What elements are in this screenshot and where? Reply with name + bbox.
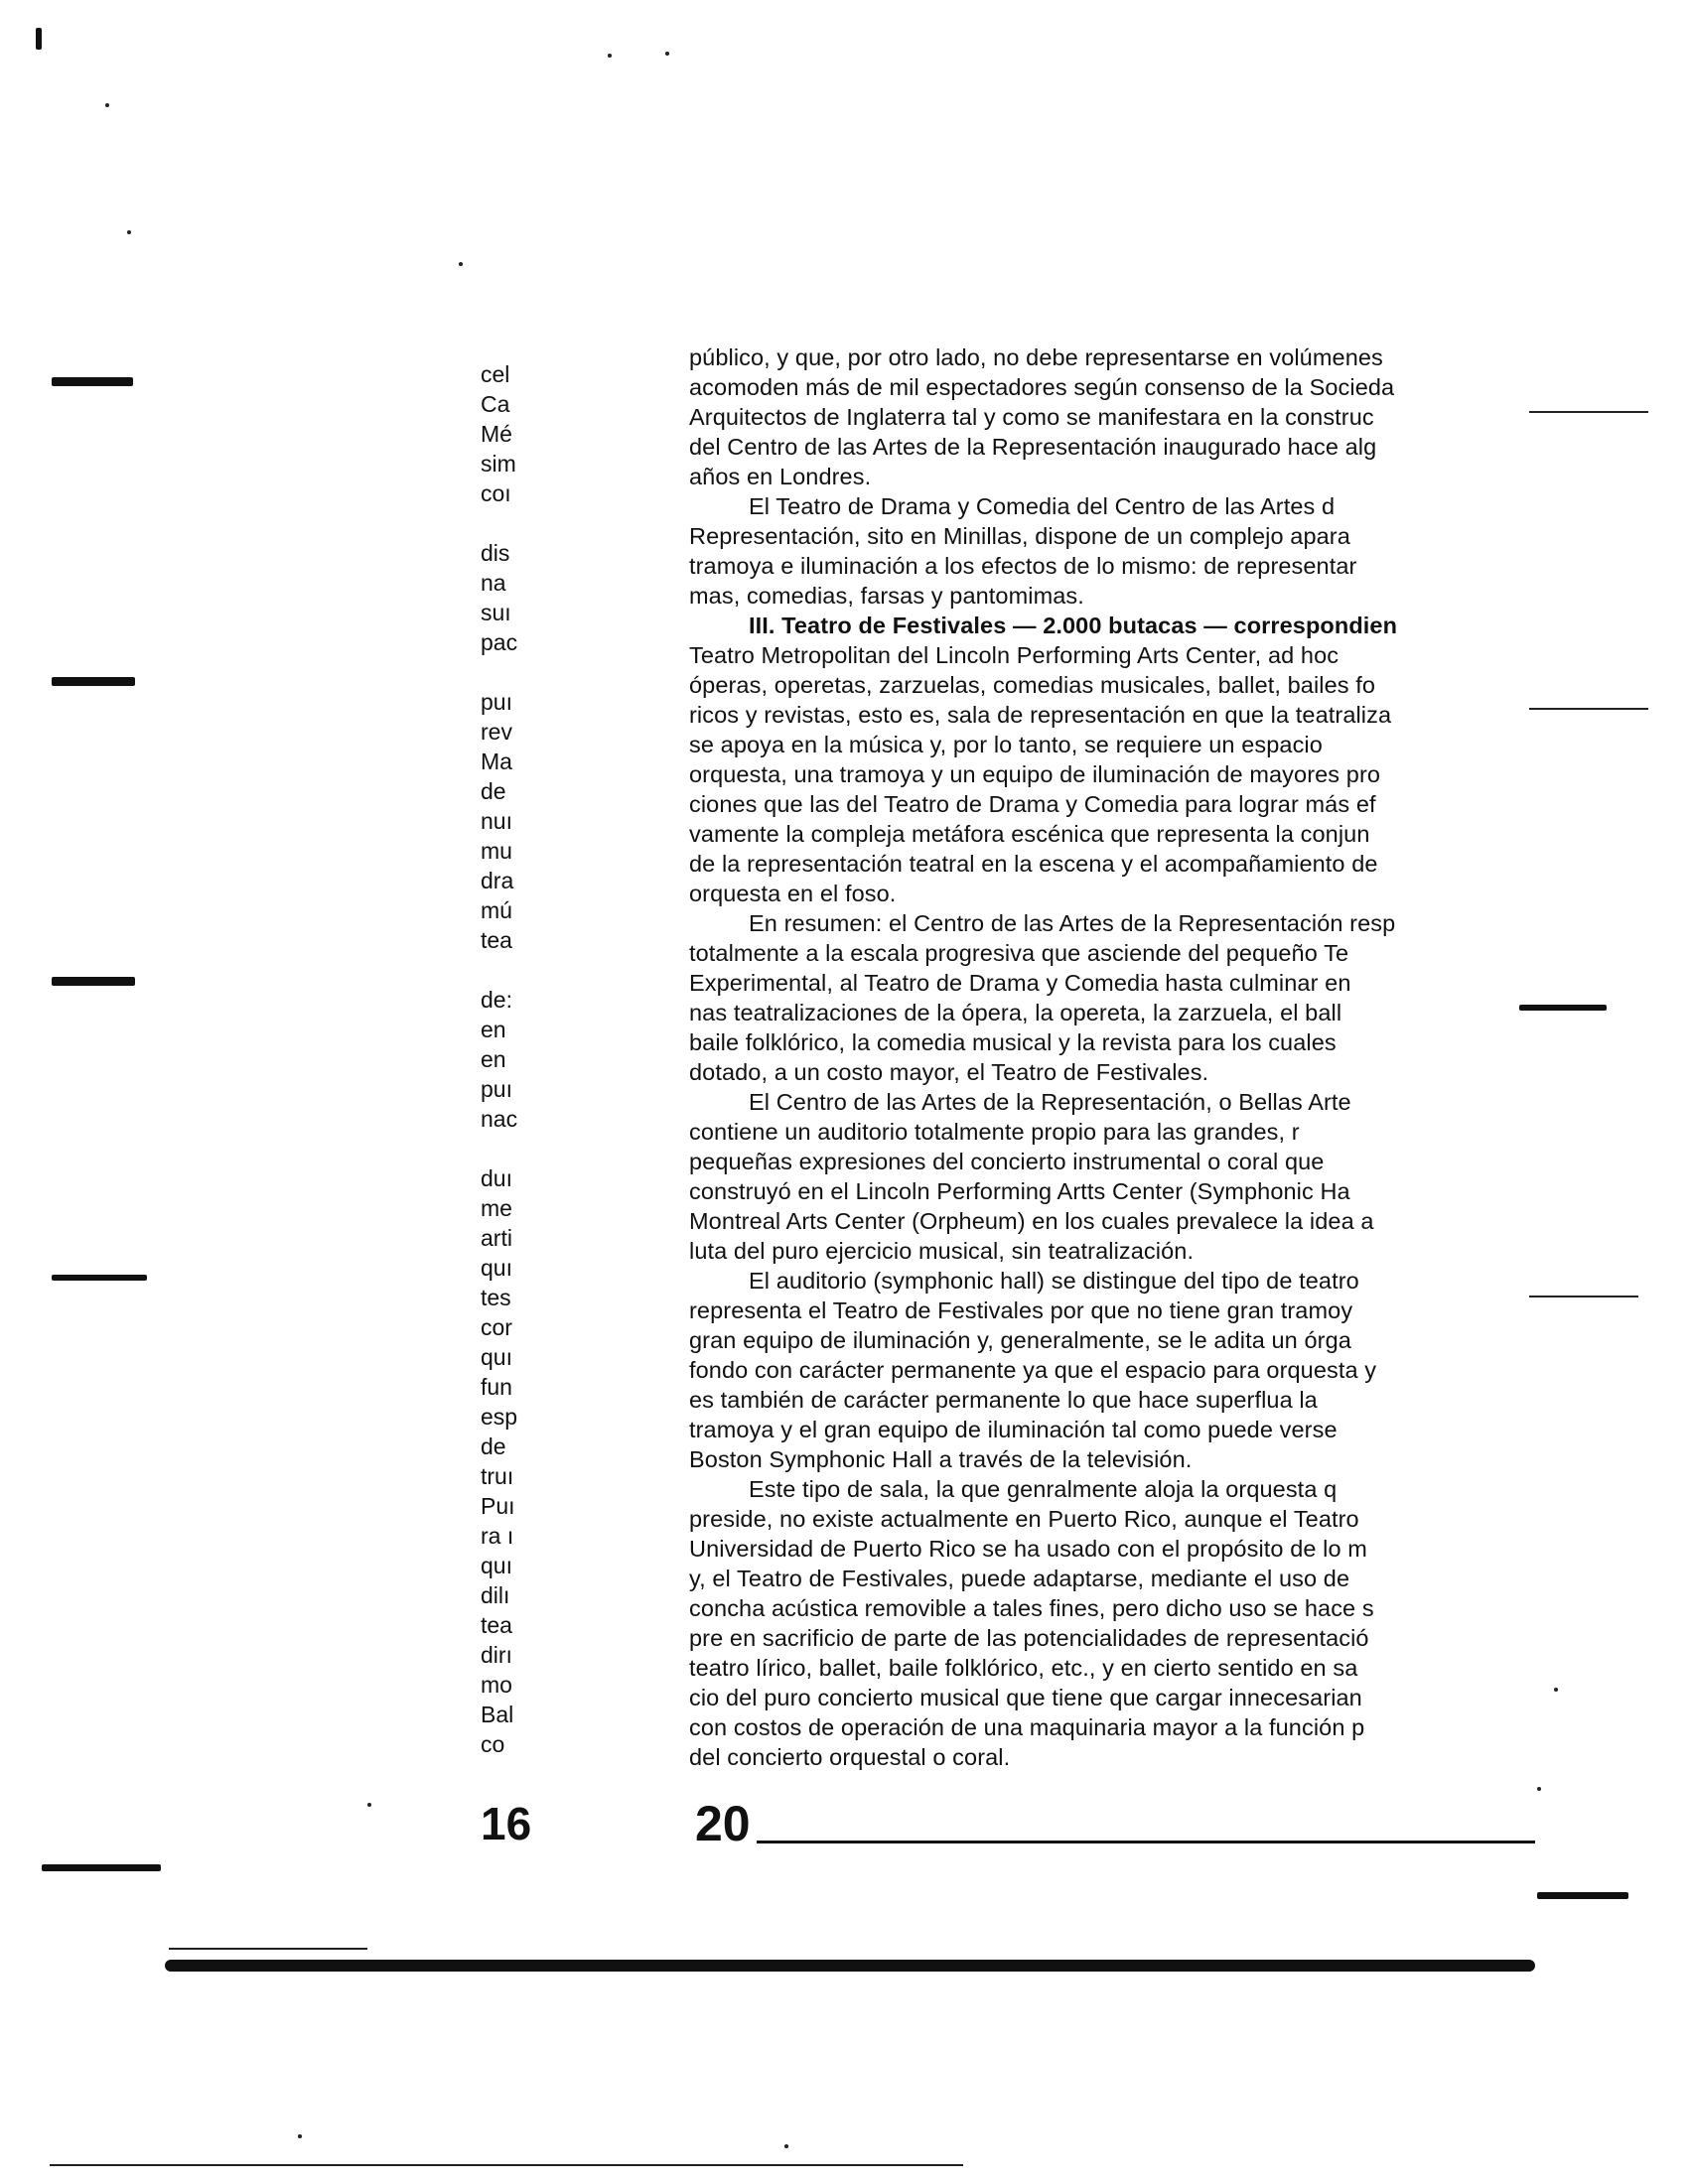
text-line: tes: [481, 1285, 511, 1310]
left-page-text-column: [481, 359, 526, 1759]
text-line: dotado, a un costo mayor, el Teatro de Festivales.: [689, 1059, 1209, 1085]
text-line: quı: [481, 1344, 512, 1370]
text-line: III. Teatro de Festivales — 2.000 butacas — correspondien: [749, 613, 1398, 638]
text-line: Puı: [481, 1493, 515, 1519]
text-line: de: [481, 1433, 506, 1459]
text-line: concha acústica removible a tales fines, pero dicho uso se hace s: [689, 1595, 1374, 1621]
text-line: vamente la compleja metáfora escénica que representa la conjun: [689, 821, 1370, 847]
text-line: arti: [481, 1225, 512, 1251]
text-line: se apoya en la música y, por lo tanto, se requiere un espacio: [689, 732, 1323, 757]
text-line: [481, 955, 526, 985]
text-line: con costos de operación de una maquinaria mayor a la función p: [689, 1714, 1365, 1740]
scan-mark: [52, 977, 135, 986]
text-line: en: [481, 1017, 506, 1042]
text-line: en: [481, 1046, 506, 1072]
text-line: dis: [481, 540, 510, 566]
text-line: cio del puro concierto musical que tiene que cargar innecesarian: [689, 1685, 1362, 1710]
text-line: representa el Teatro de Festivales por que no tiene gran tramoy: [689, 1297, 1353, 1323]
scan-mark: [165, 1960, 1535, 1972]
text-line: Montreal Arts Center (Orpheum) en los cuales prevalece la idea a: [689, 1208, 1374, 1234]
text-line: orquesta, una tramoya y un equipo de iluminación de mayores pro: [689, 761, 1381, 787]
text-line: Representación, sito en Minillas, dispone de un complejo apara: [689, 523, 1350, 549]
text-line: tramoya y el gran equipo de iluminación tal como puede verse: [689, 1417, 1338, 1442]
scan-speck: [105, 103, 109, 107]
scan-speck: [608, 54, 612, 58]
text-line: Bal: [481, 1702, 514, 1727]
scan-mark: [1529, 1296, 1638, 1297]
text-line: dirı: [481, 1642, 512, 1668]
scan-mark: [1529, 708, 1648, 710]
text-line: de:: [481, 987, 512, 1013]
text-line: es también de carácter permanente lo que hace superflua la: [689, 1387, 1318, 1413]
scan-mark: [1529, 411, 1648, 413]
text-line: [481, 508, 526, 538]
text-line: acomoden más de mil espectadores según consenso de la Socieda: [689, 374, 1395, 400]
text-line: mas, comedias, farsas y pantomimas.: [689, 583, 1084, 609]
text-line: sim: [481, 451, 516, 477]
text-line: Ma: [481, 749, 512, 774]
right-page-number: 20: [695, 1796, 751, 1851]
scan-speck: [127, 230, 131, 234]
text-line: de la representación teatral en la escena y el acompañamiento de: [689, 851, 1378, 877]
page-number-rule: [757, 1841, 1535, 1843]
scan-speck: [459, 262, 463, 266]
text-line: [481, 1134, 526, 1163]
text-line: Mé: [481, 421, 512, 447]
text-line: puı: [481, 1076, 512, 1102]
text-line: Universidad de Puerto Rico se ha usado con el propósito de lo m: [689, 1536, 1367, 1562]
text-line: Arquitectos de Inglaterra tal y como se manifestara en la construc: [689, 404, 1374, 430]
text-line: quı: [481, 1255, 512, 1281]
text-line: construyó en el Lincoln Performing Artts Center (Symphonic Ha: [689, 1178, 1350, 1204]
text-line: pac: [481, 629, 518, 655]
text-line: puı: [481, 689, 512, 715]
scan-speck: [665, 52, 669, 56]
text-line: pre en sacrificio de parte de las potencialidades de representació: [689, 1625, 1369, 1651]
text-line: me: [481, 1195, 512, 1221]
main-text-column: [689, 342, 1531, 1772]
text-line: teatro lírico, ballet, baile folklórico, etc., y en cierto sentido en sa: [689, 1655, 1358, 1681]
text-line: Teatro Metropolitan del Lincoln Performing Arts Center, ad hoc: [689, 642, 1340, 668]
text-line: En resumen: el Centro de las Artes de la Representación resp: [749, 910, 1396, 936]
text-line: orquesta en el foso.: [689, 881, 897, 906]
scan-mark: [1537, 1892, 1628, 1899]
text-line: Ca: [481, 391, 510, 417]
text-line: fun: [481, 1374, 512, 1400]
scan-speck: [298, 2134, 302, 2138]
text-line: esp: [481, 1404, 518, 1430]
text-line: suı: [481, 600, 511, 625]
text-line: años en Londres.: [689, 464, 872, 489]
text-line: baile folklórico, la comedia musical y la revista para los cuales: [689, 1029, 1337, 1055]
text-line: óperas, operetas, zarzuelas, comedias musicales, ballet, bailes fo: [689, 672, 1376, 698]
text-line: El Teatro de Drama y Comedia del Centro de las Artes d: [749, 493, 1336, 519]
text-line: tea: [481, 1612, 512, 1638]
text-line: dra: [481, 868, 514, 893]
text-line: pequeñas expresiones del concierto instrumental o coral que: [689, 1149, 1325, 1174]
text-line: Experimental, al Teatro de Drama y Comedia hasta culminar en: [689, 970, 1351, 996]
text-line: co: [481, 1731, 505, 1757]
text-line: quı: [481, 1553, 512, 1578]
scan-mark: [169, 1948, 367, 1950]
text-line: rev: [481, 719, 512, 745]
text-line: totalmente a la escala progresiva que asciende del pequeño Te: [689, 940, 1349, 966]
text-line: mú: [481, 897, 512, 923]
text-line: del concierto orquestal o coral.: [689, 1744, 1011, 1770]
text-line: preside, no existe actualmente en Puerto Rico, aunque el Teatro: [689, 1506, 1359, 1532]
text-line: El auditorio (symphonic hall) se distingue del tipo de teatro: [749, 1268, 1359, 1294]
text-line: y, el Teatro de Festivales, puede adaptarse, mediante el uso de: [689, 1566, 1350, 1591]
text-line: [481, 657, 526, 687]
scan-mark: [52, 677, 135, 686]
text-line: fondo con carácter permanente ya que el espacio para orquesta y: [689, 1357, 1377, 1383]
text-line: duı: [481, 1165, 512, 1191]
text-line: luta del puro ejercicio musical, sin teatralización.: [689, 1238, 1195, 1264]
scan-speck: [784, 2144, 788, 2148]
left-page-number: 16: [481, 1798, 532, 1849]
text-line: nac: [481, 1106, 518, 1132]
text-line: del Centro de las Artes de la Representación inaugurado hace alg: [689, 434, 1377, 460]
text-line: ciones que las del Teatro de Drama y Comedia para lograr más ef: [689, 791, 1376, 817]
text-line: tea: [481, 927, 512, 953]
scan-mark: [52, 1275, 147, 1281]
scan-mark: [36, 28, 42, 50]
text-line: público, y que, por otro lado, no debe representarse en volúmenes: [689, 344, 1383, 370]
text-line: Este tipo de sala, la que genralmente aloja la orquesta q: [749, 1476, 1338, 1502]
text-line: ricos y revistas, esto es, sala de representación en que la teatraliza: [689, 702, 1392, 728]
scan-speck: [1554, 1688, 1558, 1692]
text-line: truı: [481, 1463, 514, 1489]
scan-speck: [1537, 1787, 1541, 1791]
text-line: ra ı: [481, 1523, 514, 1549]
text-line: El Centro de las Artes de la Representación, o Bellas Arte: [749, 1089, 1351, 1115]
text-line: na: [481, 570, 506, 596]
text-line: tramoya e iluminación a los efectos de lo mismo: de representar: [689, 553, 1357, 579]
text-line: gran equipo de iluminación y, generalmente, se le adita un órga: [689, 1327, 1351, 1353]
text-line: mu: [481, 838, 512, 864]
scan-speck: [367, 1803, 371, 1807]
text-line: nas teatralizaciones de la ópera, la opereta, la zarzuela, el ball: [689, 1000, 1342, 1025]
text-line: dilı: [481, 1582, 510, 1608]
text-line: cor: [481, 1314, 512, 1340]
text-line: coı: [481, 480, 511, 506]
scan-mark: [50, 2164, 963, 2166]
scan-mark: [42, 1864, 161, 1871]
text-line: de: [481, 778, 506, 804]
scan-mark: [1519, 1005, 1607, 1011]
text-line: nuı: [481, 808, 512, 834]
text-line: Boston Symphonic Hall a través de la televisión.: [689, 1446, 1193, 1472]
text-line: cel: [481, 361, 510, 387]
text-line: contiene un auditorio totalmente propio para las grandes, r: [689, 1119, 1300, 1145]
text-line: mo: [481, 1672, 512, 1698]
scan-mark: [52, 377, 133, 386]
